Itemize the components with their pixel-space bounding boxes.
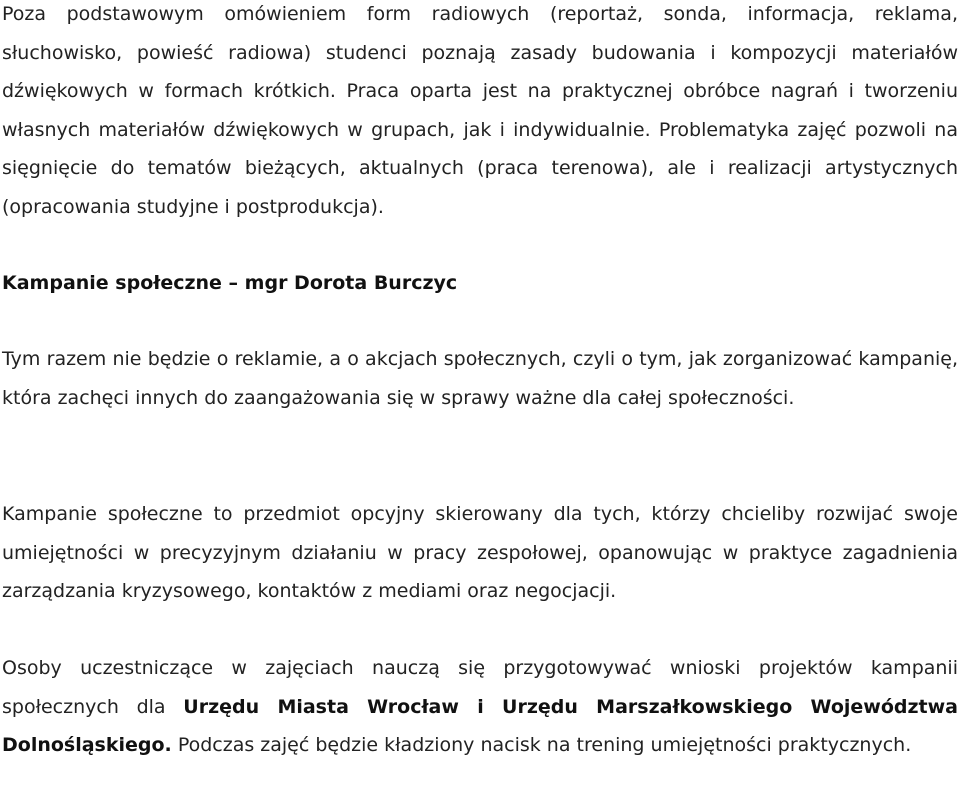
campaign-intro-paragraph: Tym razem nie będzie o reklamie, a o akcjach społecznych, czyli o tym, jak zorganizować kampanię, która zachęci innych do zaangażowania się w sprawy ważne dla całej społeczności. <box>2 348 958 409</box>
section-heading: Kampanie społeczne – mgr Dorota Burczyc <box>2 272 458 294</box>
outcomes-text-start: Osoby uczestniczące w zajęciach nauczą się przygotowywać wnioski projektów kampanii społecznych dla <box>2 657 958 718</box>
outcomes-text-end: Podczas zajęć będzie kładziony nacisk na trening umiejętności praktycznych. <box>171 734 912 756</box>
campaign-description-paragraph: Kampanie społeczne to przedmiot opcyjny skierowany dla tych, którzy chcieliby rozwijać swoje umiejętności w precyzyjnym działaniu w pracy zespołowej, opanowując w praktyce zagadnienia zarządzania kryzysowego, kontaktów z mediami oraz negocjacji. <box>2 503 958 602</box>
institutions-bold-text: Urzędu Miasta Wrocław i Urzędu Marszałkowskiego Województwa Dolnośląskiego. <box>2 695 958 756</box>
campaign-outcomes-paragraph <box>2 649 958 765</box>
intro-paragraph: Poza podstawowym omówieniem form radiowych (reportaż, sonda, informacja, reklama, słuchowisko, powieść radiowa) studenci poznają zasady budowania i kompozycji materiałów dźwiękowych w formach krótkich. Praca oparta jest na praktycznej obróbce nagrań i tworzeniu własnych materiałów dźwiękowych w grupach, jak i indywidualnie. Problematyka zajęć pozwoli na sięgnięcie do tematów bieżących, aktualnych (praca terenowa), ale i realizacji artystycznych (opracowania studyjne i postprodukcja). <box>2 3 958 218</box>
